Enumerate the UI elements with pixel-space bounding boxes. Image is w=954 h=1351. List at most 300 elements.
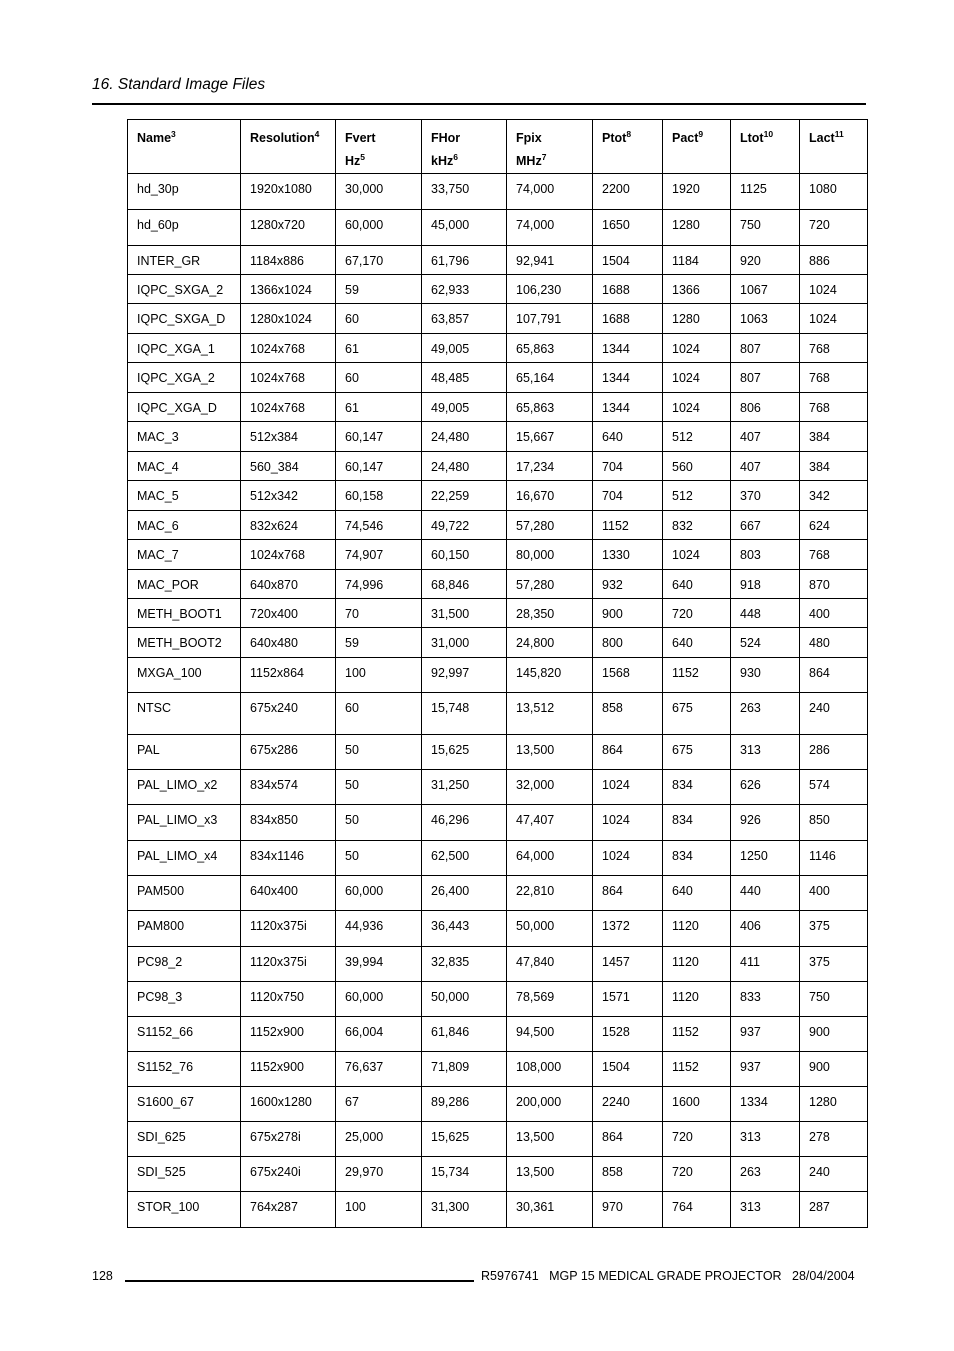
table-cell: MAC_4 [128,452,241,481]
table-cell: 1280 [663,210,731,246]
table-cell: 1920x1080 [241,174,336,210]
table-cell: 764x287 [241,1192,336,1228]
table-cell: 50 [336,805,422,841]
table-cell: 768 [800,393,868,422]
table-cell: 1024 [593,805,663,841]
table-cell: 1024 [593,770,663,805]
table-cell: 76,637 [336,1052,422,1087]
table-cell: S1600_67 [128,1087,241,1122]
page-header-title: 16. Standard Image Files [92,76,266,93]
table-cell: 50 [336,735,422,770]
table-cell: 384 [800,422,868,452]
table-cell: 26,400 [422,876,507,911]
table-cell: 858 [593,693,663,735]
table-cell: 287 [800,1192,868,1228]
table-cell: 1024 [663,393,731,422]
table-cell: INTER_GR [128,246,241,275]
table-cell: 864 [593,1122,663,1157]
table-cell: 1024 [593,841,663,876]
col-header: Fpix MHz$^7$ [507,120,593,174]
table-cell: 512 [663,481,731,511]
table-cell: 918 [731,570,800,599]
table-cell: PC98_3 [128,982,241,1017]
table-row [128,511,868,540]
table-cell: 870 [800,570,868,599]
table-cell: 560_384 [241,452,336,481]
table-cell: SDI_525 [128,1157,241,1192]
table-cell: 1120x375i [241,947,336,982]
table-cell: 1600x1280 [241,1087,336,1122]
table-cell: 13,500 [507,1122,593,1157]
table-row [128,982,868,1017]
table-cell: S1152_76 [128,1052,241,1087]
table-row [128,693,868,735]
table-cell: 47,840 [507,947,593,982]
table-cell: 524 [731,628,800,658]
table-cell: 15,734 [422,1157,507,1192]
table-cell: 803 [731,540,800,570]
table-cell: 864 [593,876,663,911]
table-cell: 448 [731,599,800,628]
table-cell: 30,000 [336,174,422,210]
table-cell: 675x240 [241,693,336,735]
header-rule [92,103,866,105]
table-cell: 50 [336,770,422,805]
table-cell: 834x1146 [241,841,336,876]
table-cell: 512 [663,422,731,452]
table-cell: 574 [800,770,868,805]
table-cell: 850 [800,805,868,841]
table-cell: 900 [800,1017,868,1052]
table-cell: 480 [800,628,868,658]
table-cell: STOR_100 [128,1192,241,1228]
table-cell: 932 [593,570,663,599]
table-cell: 74,546 [336,511,422,540]
table-cell: 1366x1024 [241,275,336,304]
table-cell: 15,625 [422,1122,507,1157]
table-cell: 313 [731,1122,800,1157]
table-cell: 31,300 [422,1192,507,1228]
table-cell: 768 [800,334,868,363]
table-cell: 1688 [593,304,663,334]
col-header: Name$^3$ [128,120,241,174]
table-row [128,174,868,210]
table-row [128,599,868,628]
col-header: Lact$^{11}$ [800,120,868,174]
table-row [128,1122,868,1157]
table-cell: 15,625 [422,735,507,770]
table-cell: 65,863 [507,334,593,363]
table-cell: PAM800 [128,911,241,947]
table-cell: 834x574 [241,770,336,805]
table-cell: IQPC_XGA_1 [128,334,241,363]
table-cell: 1280 [663,304,731,334]
table-cell: 675x286 [241,735,336,770]
table-cell: 832x624 [241,511,336,540]
table-cell: 60,150 [422,540,507,570]
table-cell: 1152x864 [241,658,336,693]
table-cell: 832 [663,511,731,540]
table-cell: 1024 [663,334,731,363]
table-cell: 15,667 [507,422,593,452]
table-cell: 675 [663,693,731,735]
table-cell: 1063 [731,304,800,334]
table-cell: 22,259 [422,481,507,511]
table-cell: 49,005 [422,393,507,422]
table-row [128,841,868,876]
table-cell: 240 [800,693,868,735]
table-cell: 624 [800,511,868,540]
table-cell: 1152 [663,658,731,693]
table-cell: 407 [731,422,800,452]
table-cell: PAM500 [128,876,241,911]
table-cell: 864 [800,658,868,693]
table-cell: MAC_6 [128,511,241,540]
table-cell: 57,280 [507,570,593,599]
table-row [128,805,868,841]
table-cell: 640 [663,628,731,658]
table-cell: 145,820 [507,658,593,693]
table-cell: MAC_3 [128,422,241,452]
table-cell: 60 [336,304,422,334]
table-cell: 263 [731,1157,800,1192]
table-cell: 100 [336,1192,422,1228]
table-cell: 278 [800,1122,868,1157]
table-cell: 108,000 [507,1052,593,1087]
table-cell: PAL_LIMO_x3 [128,805,241,841]
table-cell: 62,500 [422,841,507,876]
table-cell: 200,000 [507,1087,593,1122]
image-files-table [127,119,868,1228]
table-cell: 1650 [593,210,663,246]
table-cell: 60,158 [336,481,422,511]
table-cell: 750 [731,210,800,246]
table-cell: 1344 [593,363,663,393]
table-cell: 61,846 [422,1017,507,1052]
col-header: Pact$^9$ [663,120,731,174]
table-cell: 31,000 [422,628,507,658]
table-cell: 60,000 [336,210,422,246]
table-cell: 62,933 [422,275,507,304]
table-cell: 63,857 [422,304,507,334]
table-cell: 370 [731,481,800,511]
table-cell: 667 [731,511,800,540]
table-cell: 1920 [663,174,731,210]
table-row [128,246,868,275]
table-cell: IQPC_SXGA_2 [128,275,241,304]
table-cell: 1571 [593,982,663,1017]
table-cell: 834 [663,770,731,805]
table-cell: 74,000 [507,210,593,246]
table-cell: 24,480 [422,422,507,452]
table-cell: 240 [800,1157,868,1192]
table-cell: 65,863 [507,393,593,422]
table-cell: 107,791 [507,304,593,334]
table-row [128,393,868,422]
table-cell: 407 [731,452,800,481]
table-cell: 74,996 [336,570,422,599]
table-cell: 32,835 [422,947,507,982]
table-cell: 411 [731,947,800,982]
table-cell: 384 [800,452,868,481]
table-cell: 1184 [663,246,731,275]
table-row [128,540,868,570]
table-row [128,1192,868,1228]
table-cell: 1280 [800,1087,868,1122]
table-row [128,210,868,246]
table-cell: MAC_7 [128,540,241,570]
table-cell: 45,000 [422,210,507,246]
table-cell: 60 [336,693,422,735]
table-cell: PAL [128,735,241,770]
table-cell: 1504 [593,1052,663,1087]
table-cell: 47,407 [507,805,593,841]
table-cell: 46,296 [422,805,507,841]
table-cell: 675 [663,735,731,770]
table-cell: 807 [731,334,800,363]
table-cell: 640 [593,422,663,452]
table-cell: 15,748 [422,693,507,735]
table-cell: 24,800 [507,628,593,658]
table-cell: 1024 [663,540,731,570]
table-cell: 68,846 [422,570,507,599]
table-cell: 30,361 [507,1192,593,1228]
table-cell: 1152x900 [241,1017,336,1052]
table-cell: 106,230 [507,275,593,304]
table-cell: 920 [731,246,800,275]
table-cell: 61,796 [422,246,507,275]
table-cell: 1024x768 [241,540,336,570]
table-cell: 78,569 [507,982,593,1017]
table-cell: PAL_LIMO_x2 [128,770,241,805]
table-cell: 13,500 [507,1157,593,1192]
table-cell: 720 [663,1157,731,1192]
table-cell: 67 [336,1087,422,1122]
table-cell: 1457 [593,947,663,982]
table-cell: 1125 [731,174,800,210]
table-cell: 834x850 [241,805,336,841]
table-cell: 24,480 [422,452,507,481]
table-cell: 48,485 [422,363,507,393]
table-cell: 720 [800,210,868,246]
table-cell: 1372 [593,911,663,947]
table-cell: 1250 [731,841,800,876]
table-cell: 66,004 [336,1017,422,1052]
table-cell: 1024 [663,363,731,393]
table-row [128,570,868,599]
table-cell: 32,000 [507,770,593,805]
table-cell: 375 [800,911,868,947]
table-cell: 50 [336,841,422,876]
table-cell: 13,512 [507,693,593,735]
table-cell: IQPC_XGA_2 [128,363,241,393]
col-header: FHor kHz$^6$ [422,120,507,174]
table-cell: IQPC_SXGA_D [128,304,241,334]
table-cell: 1024 [800,304,868,334]
table-cell: 833 [731,982,800,1017]
table-row [128,911,868,947]
table-cell: 2200 [593,174,663,210]
table-cell: 13,500 [507,735,593,770]
table-cell: 1024x768 [241,393,336,422]
table-cell: 750 [800,982,868,1017]
table-cell: SDI_625 [128,1122,241,1157]
table-cell: 640 [663,876,731,911]
table-row [128,275,868,304]
table-cell: 440 [731,876,800,911]
table-cell: 60,000 [336,982,422,1017]
table-cell: 92,941 [507,246,593,275]
table-cell: METH_BOOT1 [128,599,241,628]
table-cell: 33,750 [422,174,507,210]
table-cell: 1344 [593,334,663,363]
table-row [128,735,868,770]
table-cell: METH_BOOT2 [128,628,241,658]
table-cell: 768 [800,540,868,570]
table-row [128,304,868,334]
table-cell: 89,286 [422,1087,507,1122]
table-cell: 64,000 [507,841,593,876]
table-cell: 50,000 [422,982,507,1017]
table-cell: 1600 [663,1087,731,1122]
table-cell: 764 [663,1192,731,1228]
table-cell: 1330 [593,540,663,570]
table-cell: 31,500 [422,599,507,628]
table-cell: 1024 [800,275,868,304]
table-cell: 80,000 [507,540,593,570]
table-row [128,658,868,693]
table-cell: 31,250 [422,770,507,805]
table-cell: 1120 [663,911,731,947]
table-cell: 937 [731,1052,800,1087]
table-row [128,876,868,911]
table-cell: MAC_5 [128,481,241,511]
table-cell: 1146 [800,841,868,876]
table-cell: 768 [800,363,868,393]
table-cell: 71,809 [422,1052,507,1087]
table-cell: 92,997 [422,658,507,693]
table-cell: 70 [336,599,422,628]
table-cell: 1024x768 [241,334,336,363]
table-cell: 60 [336,363,422,393]
table-cell: 886 [800,246,868,275]
table-cell: 858 [593,1157,663,1192]
table-cell: 263 [731,693,800,735]
table-cell: 640x400 [241,876,336,911]
table-cell: 626 [731,770,800,805]
table-cell: 49,005 [422,334,507,363]
table-cell: 704 [593,452,663,481]
table-cell: PAL_LIMO_x4 [128,841,241,876]
table-cell: 313 [731,1192,800,1228]
table-cell: 406 [731,911,800,947]
table-cell: 2240 [593,1087,663,1122]
table-cell: 1120 [663,947,731,982]
table-cell: 512x342 [241,481,336,511]
footer-rule [125,1280,474,1282]
table-cell: 1024x768 [241,363,336,393]
table-cell: 926 [731,805,800,841]
table-cell: 286 [800,735,868,770]
table-row [128,770,868,805]
table-cell: 1152 [593,511,663,540]
table-cell: PC98_2 [128,947,241,982]
table-cell: 28,350 [507,599,593,628]
table-cell: 1280x1024 [241,304,336,334]
table-cell: 937 [731,1017,800,1052]
table-cell: 1366 [663,275,731,304]
table-cell: MXGA_100 [128,658,241,693]
table-cell: hd_60p [128,210,241,246]
table-row [128,481,868,511]
table-cell: 720 [663,1122,731,1157]
table-row [128,628,868,658]
table-cell: 1120 [663,982,731,1017]
table-cell: 675x278i [241,1122,336,1157]
table-cell: 640 [663,570,731,599]
table-cell: 61 [336,393,422,422]
table-row [128,947,868,982]
table-cell: 807 [731,363,800,393]
table-cell: 1067 [731,275,800,304]
table-row [128,1017,868,1052]
table-cell: 59 [336,628,422,658]
table-cell: 22,810 [507,876,593,911]
table-cell: 17,234 [507,452,593,481]
table-cell: 94,500 [507,1017,593,1052]
table-cell: 60,147 [336,452,422,481]
table-cell: IQPC_XGA_D [128,393,241,422]
table-cell: 512x384 [241,422,336,452]
table-cell: NTSC [128,693,241,735]
table-cell: 1152x900 [241,1052,336,1087]
table-cell: 834 [663,805,731,841]
table-cell: 57,280 [507,511,593,540]
col-header: Resolution$^4$ [241,120,336,174]
table-cell: 61 [336,334,422,363]
table-row [128,422,868,452]
footer-document-info: R5976741 MGP 15 MEDICAL GRADE PROJECTOR 28/04/2004 [481,1269,855,1283]
table-cell: 1280x720 [241,210,336,246]
table-cell: 29,970 [336,1157,422,1192]
table-cell: 1528 [593,1017,663,1052]
page-number: 128 [92,1269,113,1283]
table-cell: 74,907 [336,540,422,570]
table-cell: 900 [800,1052,868,1087]
table-cell: 720 [663,599,731,628]
table-cell: hd_30p [128,174,241,210]
table-cell: 834 [663,841,731,876]
table-cell: 50,000 [507,911,593,947]
table-cell: 1688 [593,275,663,304]
table-cell: 100 [336,658,422,693]
table-row [128,334,868,363]
table-cell: 400 [800,876,868,911]
table-cell: 720x400 [241,599,336,628]
table-cell: 675x240i [241,1157,336,1192]
table-cell: 60,147 [336,422,422,452]
table-cell: 400 [800,599,868,628]
table-cell: 342 [800,481,868,511]
table-header-row [128,120,868,174]
table-row [128,1087,868,1122]
table-cell: 1120x750 [241,982,336,1017]
table-cell: 36,443 [422,911,507,947]
table-cell: 1184x886 [241,246,336,275]
table-row [128,363,868,393]
table-row [128,1052,868,1087]
table-cell: 25,000 [336,1122,422,1157]
